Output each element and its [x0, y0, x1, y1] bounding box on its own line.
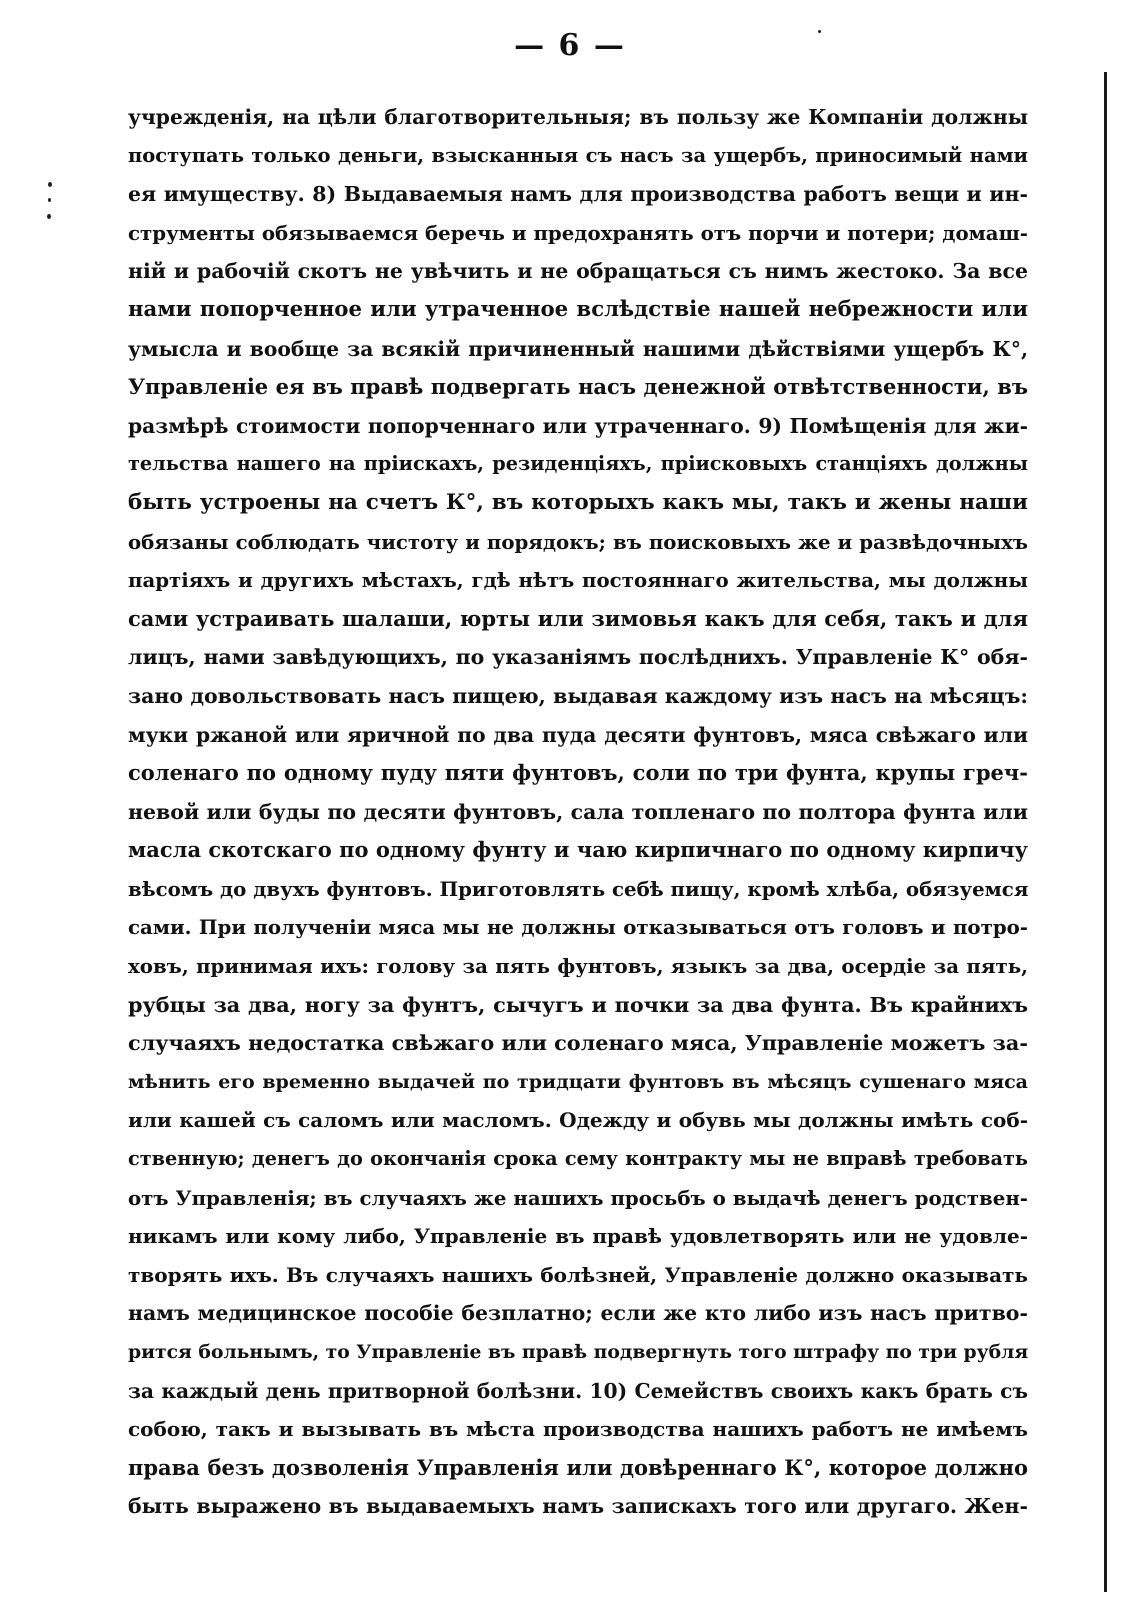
text-line: рится больнымъ, то Управленіе въ правѣ подвергнуть того штрафу по три рубля [128, 1341, 1028, 1363]
text-line: масла скотскаго по одному фунту и чаю кирпичнаго по одному кирпичу [128, 837, 1028, 863]
text-line: зано довольствовать насъ пищею, выдавая каждому изъ насъ на мѣсяцъ: [128, 683, 1028, 708]
text-line: вѣсомъ до двухъ фунтовъ. Приготовлять себѣ пищу, кромѣ хлѣба, обязуемся [128, 876, 1028, 901]
text-line: быть устроены на счетъ К°, въ которыхъ какъ мы, такъ и жены наши [128, 489, 1028, 515]
text-line: ственную; денегъ до окончанія срока сему контракту мы не вправѣ требовать [128, 1147, 1028, 1171]
text-line: лицъ, нами завѣдующихъ, по указаніямъ послѣднихъ. Управленіе К° обя- [128, 645, 1028, 670]
text-line: или кашей съ саломъ или масломъ. Одежду и обувь мы должны имѣть соб- [128, 1108, 1028, 1133]
body-text [128, 98, 1028, 1526]
text-line: сами устраивать шалаши, юрты или зимовья какъ для себя, такъ и для [128, 605, 1028, 631]
text-line: поступать только деньги, взысканныя съ насъ за ущербъ, приносимый нами [128, 143, 1028, 167]
text-line: случаяхъ недостатка свѣжаго или соленаго мяса, Управленіе можетъ за- [128, 1031, 1028, 1056]
text-line: намъ медицинское пособіе безплатно; если же кто либо изъ насъ притво- [128, 1301, 1028, 1326]
text-line: учрежденія, на цѣли благотворительныя; въ пользу же Компаніи должны [128, 105, 1028, 129]
text-line: мѣнить его временно выдачей по тридцати фунтовъ въ мѣсяцъ сушенаго мяса [128, 1070, 1028, 1093]
text-line: быть выражено въ выдаваемыхъ намъ запискахъ того или другаго. Жен- [128, 1494, 1028, 1519]
text-line: ея имуществу. 8) Выдаваемыя намъ для производства работъ вещи и ин- [128, 182, 1028, 207]
text-line: сами. При полученіи мяса мы не должны отказываться отъ головъ и потро- [128, 915, 1028, 940]
text-line: творять ихъ. Въ случаяхъ нашихъ болѣзней, Управленіе должно оказывать [128, 1262, 1028, 1287]
text-line: Управленіе ея въ правѣ подвергать насъ денежной отвѣтственности, въ [128, 374, 1028, 400]
text-line: рубцы за два, ногу за фунтъ, сычугъ и почки за два фунта. Въ крайнихъ [128, 992, 1028, 1017]
text-line: никамъ или кому либо, Управленіе въ правѣ удовлетворять или не удовле- [128, 1224, 1028, 1249]
text-line: собою, такъ и вызывать въ мѣста производства нашихъ работъ не имѣемъ [128, 1417, 1028, 1442]
page-number: — 6 — [514, 28, 626, 63]
scan-speck [48, 182, 52, 187]
text-line: размѣрѣ стоимости попорченнаго или утраченнаго. 9) Помѣщенія для жи- [128, 413, 1028, 438]
text-line: партіяхъ и другихъ мѣстахъ, гдѣ нѣтъ постояннаго жительства, мы должны [128, 568, 1028, 593]
text-line: соленаго по одному пуду пяти фунтовъ, соли по три фунта, крупы греч- [128, 760, 1028, 786]
text-line: ній и рабочій скотъ не увѣчить и не обращаться съ нимъ жестоко. За все [128, 259, 1028, 284]
text-line: нами попорченное или утраченное вслѣдствіе нашей небрежности или [128, 296, 1028, 322]
scan-speck [47, 214, 51, 219]
binding-edge-line [1104, 72, 1107, 1592]
text-line: невой или буды по десяти фунтовъ, сала топленаго по полтора фунта или [128, 799, 1028, 824]
text-line: за каждый день притворной болѣзни. 10) Семействъ своихъ какъ брать съ [128, 1378, 1028, 1403]
scan-speck [818, 30, 821, 33]
text-line: права безъ дозволенія Управленія или довѣреннаго К°, которое должно [128, 1454, 1028, 1480]
text-line: ховъ, принимая ихъ: голову за пять фунтовъ, языкъ за два, осердіе за пять, [128, 954, 1028, 979]
text-line: обязаны соблюдать чистоту и порядокъ; въ поисковыхъ же и развѣдочныхъ [128, 529, 1028, 554]
text-line: отъ Управленія; въ случаяхъ же нашихъ просьбъ о выдачѣ денегъ родствен- [128, 1185, 1028, 1210]
text-line: умысла и вообще за всякій причиненный нашими дѣйствіями ущербъ К°, [128, 336, 1028, 361]
text-line: тельства нашего на пріискахъ, резиденціяхъ, пріисковыхъ станціяхъ должны [128, 452, 1028, 476]
scan-speck [48, 198, 51, 202]
text-line: муки ржаной или яричной по два пуда десяти фунтовъ, мяса свѣжаго или [128, 722, 1028, 747]
text-line: струменты обязываемся беречь и предохранять отъ порчи и потери; домаш- [128, 220, 1028, 245]
